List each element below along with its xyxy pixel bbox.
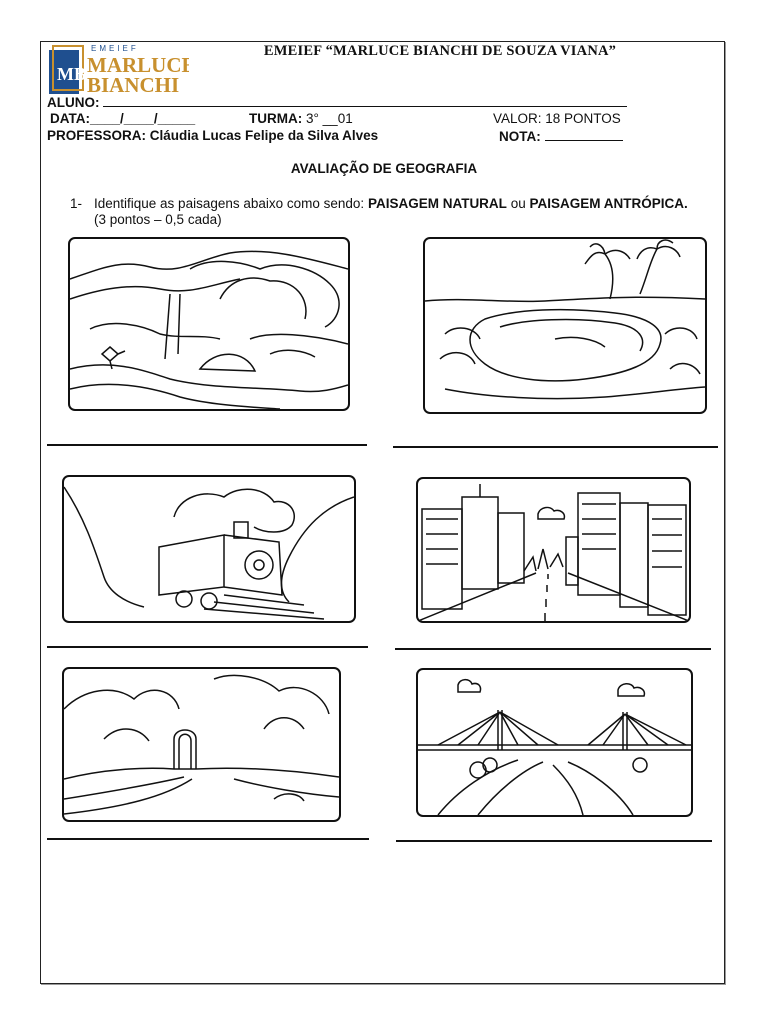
- landscape-image-6: [416, 668, 693, 817]
- question-number: 1-: [70, 196, 83, 211]
- teacher-field: [47, 128, 378, 143]
- svg-text:EMEIEF: EMEIEF: [91, 44, 139, 53]
- svg-text:MB: MB: [57, 64, 86, 84]
- grade-line[interactable]: [545, 128, 623, 141]
- landscape-image-2: [423, 237, 707, 414]
- class-value: 3° __01: [306, 111, 353, 126]
- value-field: VALOR: 18 PONTOS: [493, 111, 621, 126]
- landscape-image-1: [68, 237, 350, 411]
- teacher-name: Cláudia Lucas Felipe da Silva Alves: [149, 128, 379, 143]
- class-label: TURMA:: [249, 111, 303, 126]
- student-field: [47, 94, 627, 110]
- grade-label: NOTA:: [499, 129, 541, 144]
- option-antropica: PAISAGEM ANTRÓPICA.: [529, 196, 688, 211]
- option-natural: PAISAGEM NATURAL: [367, 196, 507, 211]
- train-landscape-icon: [64, 477, 354, 621]
- landscape-image-3: [62, 475, 356, 623]
- answer-line-5[interactable]: [47, 838, 369, 840]
- student-label: ALUNO:: [47, 95, 100, 110]
- svg-text:MARLUCE: MARLUCE: [87, 53, 189, 77]
- question-connector: ou: [506, 196, 530, 211]
- svg-text:BIANCHI: BIANCHI: [87, 73, 180, 97]
- answer-line-2[interactable]: [393, 446, 718, 448]
- question-points: (3 pontos – 0,5 cada): [94, 212, 222, 227]
- natural-landscape-lake-palms-icon: [425, 239, 705, 412]
- city-street-icon: [418, 479, 689, 621]
- tunnel-road-icon: [64, 669, 339, 820]
- landscape-image-4: [416, 477, 691, 623]
- exam-title: AVALIAÇÃO DE GEOGRAFIA: [290, 161, 478, 176]
- school-name: EMEIEF “MARLUCE BIANCHI DE SOUZA VIANA”: [263, 43, 617, 59]
- answer-line-6[interactable]: [396, 840, 712, 842]
- answer-line-4[interactable]: [395, 648, 711, 650]
- grade-field: [499, 128, 623, 144]
- landscape-image-5: [62, 667, 341, 822]
- teacher-label: PROFESSORA:: [47, 128, 147, 143]
- date-label: DATA:: [50, 111, 90, 126]
- answer-line-3[interactable]: [47, 646, 368, 648]
- question-text: Identifique as paisagens abaixo como sendo:: [94, 196, 368, 211]
- answer-line-1[interactable]: [47, 444, 367, 446]
- date-value[interactable]: ____/____/_____: [90, 111, 196, 126]
- date-field: [50, 111, 195, 126]
- school-logo: [47, 42, 189, 98]
- bridge-highway-icon: [418, 670, 691, 815]
- question-1: [70, 196, 690, 228]
- natural-landscape-river-icon: [70, 239, 348, 409]
- class-field: [249, 111, 353, 126]
- student-name-line[interactable]: [103, 94, 627, 107]
